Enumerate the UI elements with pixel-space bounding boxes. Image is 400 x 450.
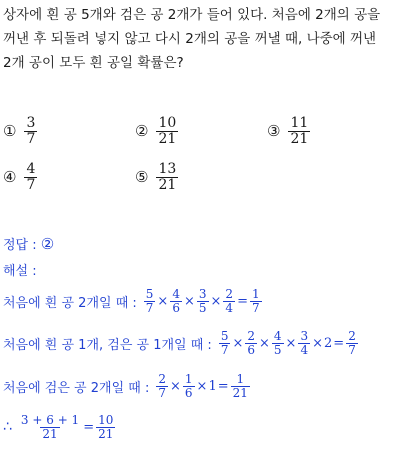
- numerator: 5: [220, 329, 229, 343]
- numerator: 13: [158, 161, 177, 177]
- fraction: [245, 330, 257, 356]
- denominator: 4: [225, 300, 234, 315]
- equals-sign: =: [83, 419, 95, 435]
- denominator: 5: [198, 300, 207, 315]
- problem-line-1: 상자에 흰 공 5개와 검은 공 2개가 들어 있다. 처음에 2개의 공을: [3, 7, 381, 23]
- choice-3[interactable]: [267, 116, 310, 146]
- fraction: [156, 373, 168, 399]
- denominator: 6: [184, 385, 193, 400]
- denominator: 7: [26, 130, 36, 147]
- equals-sign: =: [333, 335, 345, 351]
- denominator: 6: [172, 300, 180, 315]
- solution-case-2: [3, 330, 359, 356]
- case-expression: [155, 373, 251, 399]
- choice-fraction: [24, 116, 37, 146]
- denominator: 21: [232, 385, 248, 400]
- numerator: 4: [26, 161, 36, 177]
- result-fraction: [231, 373, 250, 399]
- numerator: 3: [198, 287, 207, 301]
- solution-case-1: [3, 288, 263, 314]
- choice-number: ①: [3, 122, 17, 141]
- result-fraction: [346, 330, 358, 356]
- times-sign: ×: [157, 293, 169, 309]
- numerator: 2: [158, 372, 166, 386]
- denominator: 7: [145, 300, 154, 315]
- denominator: 21: [158, 176, 177, 193]
- denominator: 7: [348, 342, 356, 357]
- answer-line: [3, 234, 54, 253]
- times-sign: ×: [259, 335, 270, 351]
- equals-sign: =: [237, 293, 248, 309]
- times-sign: ×: [232, 335, 244, 351]
- denominator: 4: [300, 342, 309, 357]
- denominator: 21: [42, 426, 58, 441]
- numerator: 2: [225, 287, 234, 301]
- case-label: 처음에 검은 공 2개일 때 :: [3, 380, 150, 396]
- choice-4[interactable]: [3, 162, 37, 192]
- explanation-label: 해설 :: [3, 264, 37, 279]
- fraction: [170, 288, 182, 314]
- numerator: 1: [184, 372, 193, 386]
- choice-number: ⑤: [135, 168, 149, 187]
- fraction: [223, 288, 235, 314]
- choice-number: ③: [267, 122, 281, 141]
- denominator: 5: [273, 342, 282, 357]
- fraction: [298, 330, 310, 356]
- case-expression: [218, 330, 359, 356]
- choice-1[interactable]: [3, 116, 37, 146]
- denominator: 7: [158, 385, 166, 400]
- numerator: 2: [348, 329, 356, 343]
- denominator: 21: [98, 426, 114, 441]
- answer-value: ②: [40, 235, 55, 253]
- final-expression: [18, 414, 116, 440]
- numerator: 1: [251, 287, 260, 301]
- fraction: [183, 373, 195, 399]
- problem-line-3: 2개 공이 모두 흰 공일 확률은?: [3, 55, 184, 71]
- denominator: 21: [158, 130, 177, 147]
- case-expression: [143, 288, 263, 314]
- denominator: 7: [220, 342, 229, 357]
- choice-5[interactable]: [135, 162, 178, 192]
- numerator: 4: [273, 329, 282, 343]
- times-sign: ×: [183, 293, 195, 309]
- fraction: [197, 288, 209, 314]
- numerator: 3: [26, 115, 36, 131]
- numerator: 5: [145, 287, 154, 301]
- numerator: 4: [172, 287, 180, 301]
- times-sign: ×: [285, 335, 297, 351]
- numerator: 10: [98, 413, 114, 427]
- denominator: 6: [247, 342, 255, 357]
- numerator: 2: [247, 329, 255, 343]
- numerator: 11: [290, 115, 309, 131]
- equals-sign: =: [217, 378, 229, 394]
- problem-line-2: 꺼낸 후 되돌려 넣지 않고 다시 2개의 공을 꺼낼 때, 나중에 꺼낸: [3, 31, 377, 47]
- choice-number: ④: [3, 168, 17, 187]
- times-sign: ×: [169, 378, 181, 394]
- choice-number: ②: [135, 122, 149, 141]
- numerator: 3 + 6 + 1: [20, 413, 80, 427]
- fraction: [144, 288, 156, 314]
- denominator: 21: [290, 130, 309, 147]
- times-sign: ×: [210, 293, 222, 309]
- case-label: 처음에 흰 공 1개, 검은 공 1개일 때 :: [3, 337, 212, 353]
- result-fraction: [250, 288, 262, 314]
- choice-fraction: [288, 116, 310, 146]
- numerator: 1: [236, 372, 245, 386]
- problem-text: [3, 3, 399, 75]
- denominator: 7: [251, 300, 260, 315]
- case-label: 처음에 흰 공 2개일 때 :: [3, 295, 137, 311]
- multiplier: 1: [208, 378, 217, 394]
- choice-fraction: [24, 162, 37, 192]
- choice-fraction: [156, 116, 178, 146]
- sum-fraction: [19, 414, 81, 440]
- fraction: [272, 330, 284, 356]
- choice-fraction: [156, 162, 178, 192]
- numerator: 10: [158, 115, 177, 131]
- answer-label: 정답 :: [3, 238, 37, 253]
- multiplier: 2: [324, 335, 333, 351]
- result-fraction: [96, 414, 115, 440]
- denominator: 7: [26, 176, 36, 193]
- times-sign: ×: [312, 335, 323, 351]
- fraction: [219, 330, 231, 356]
- numerator: 3: [300, 329, 309, 343]
- solution-case-3: [3, 373, 251, 399]
- therefore-sign: ∴: [3, 419, 12, 436]
- solution-final: [3, 414, 116, 440]
- choice-2[interactable]: [135, 116, 178, 146]
- times-sign: ×: [196, 378, 208, 394]
